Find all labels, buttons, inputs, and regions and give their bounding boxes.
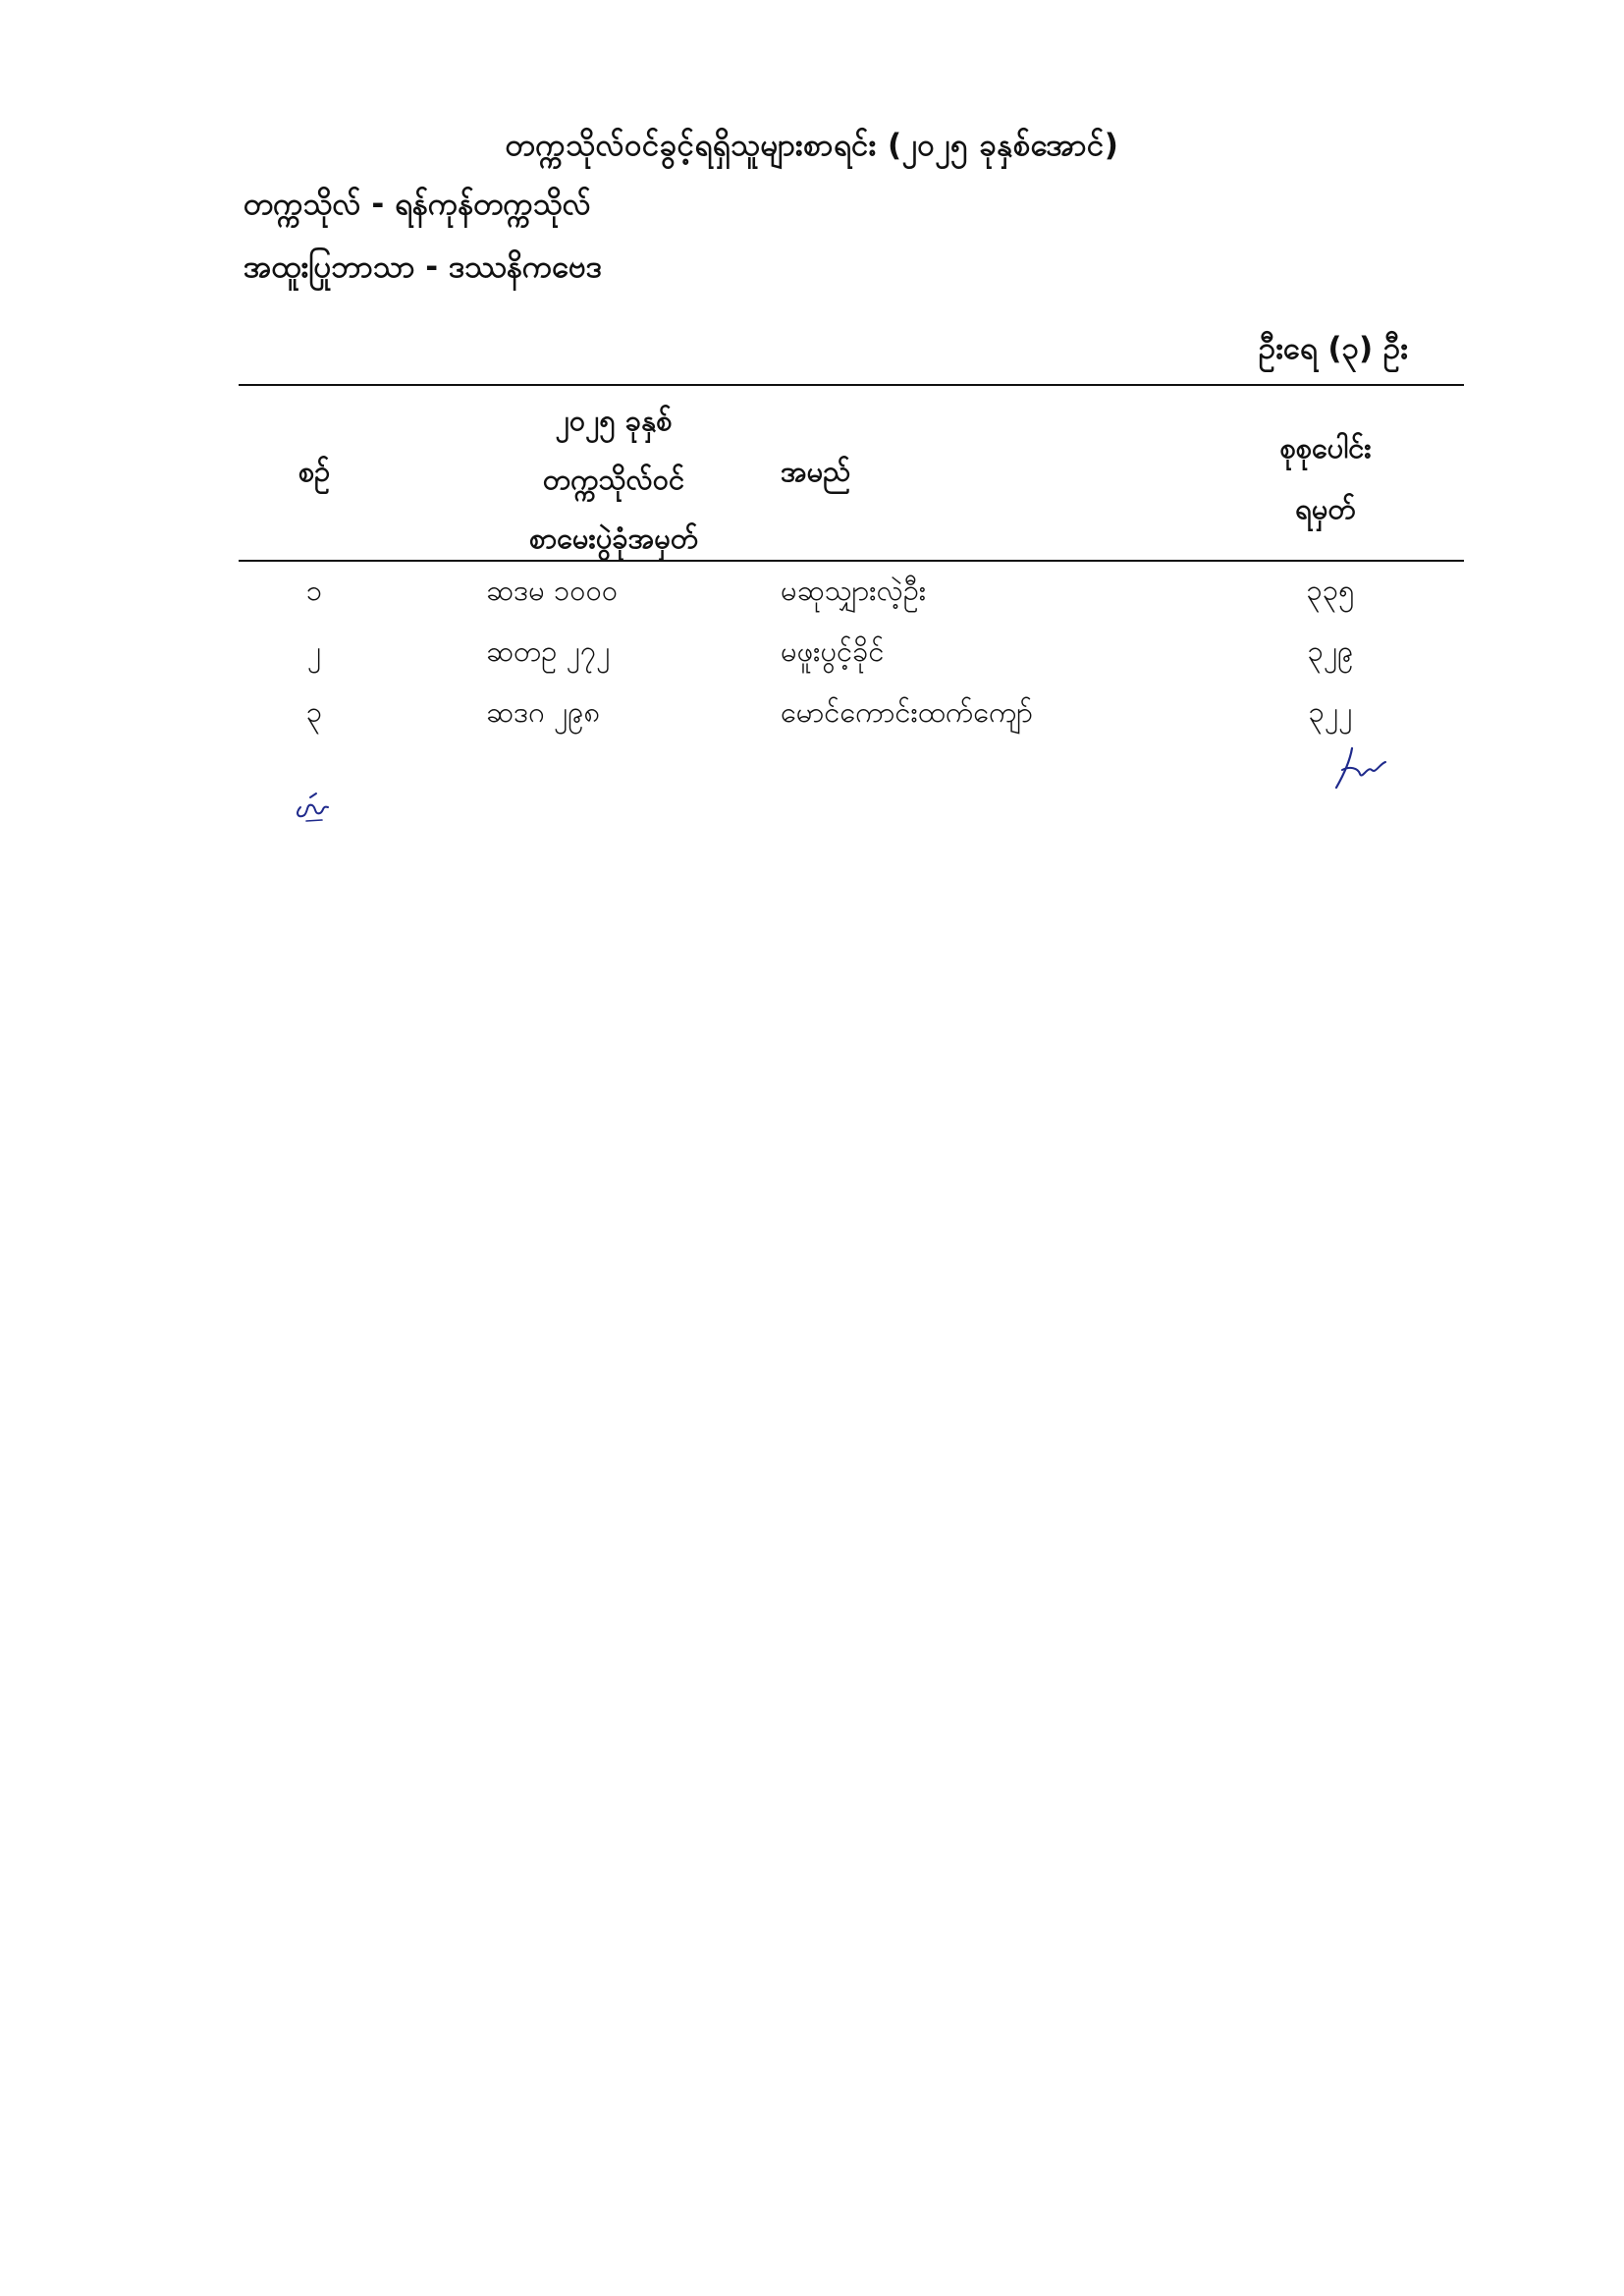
row-name: မဆုသျှားလဲ့ဦး (781, 574, 927, 607)
document-title: တက္ကသိုလ်ဝင်ခွင့်ရရှိသူများစာရင်း (၂၀၂၅ ခုနှစ်အောင်) (505, 128, 1119, 163)
row-exam-roll: ဆတဥ ၂၇၂ (486, 634, 611, 668)
header-name: အမည် (781, 455, 851, 488)
row-name: မောင်ကောင်းထက်ကျော် (781, 695, 1033, 729)
row-total-marks: ၃၃၅ (1306, 574, 1355, 607)
row-serial-no: ၂ (306, 634, 322, 668)
header-exam-roll-line2: တက္ကသိုလ်ဝင် (542, 463, 685, 496)
header-total-marks (1218, 417, 1434, 539)
university-line: တက္ကသိုလ် - ရန်ကုန်တက္ကသိုလ် (244, 187, 591, 222)
header-exam-roll-line1: ၂၀၂၅ ခုနှစ် (555, 404, 673, 437)
row-total-marks: ၃၂၂ (1308, 695, 1353, 729)
header-serial-no: စဉ် (298, 455, 331, 488)
row-exam-roll: ဆဒဂ ၂၉၈ (486, 695, 601, 729)
table-header-rule (239, 560, 1464, 562)
header-exam-roll (452, 391, 776, 568)
row-serial-no: ၃ (305, 695, 323, 729)
subject-line: အထူးပြုဘာသာ - ဒဿနိကဗေဒ (244, 249, 602, 285)
table-row (0, 573, 1624, 629)
row-name: မဖူးပွင့်ခိုင် (781, 634, 885, 668)
row-total-marks: ၃၂၉ (1307, 634, 1354, 668)
header-exam-roll-line3: စာမေးပွဲခုံအမှတ် (528, 521, 699, 555)
header-total-marks-line2: ရမှတ် (1295, 492, 1356, 525)
table-top-rule (239, 384, 1464, 386)
header-total-marks-line1: စုစုပေါင်း (1279, 431, 1372, 465)
row-exam-roll: ဆဒမ ၁၀၀၀ (486, 574, 619, 607)
initial-signature-right (1330, 744, 1389, 793)
initial-signature-left (293, 788, 338, 827)
table-row (0, 633, 1624, 690)
row-serial-no: ၁ (305, 574, 323, 607)
table-row (0, 694, 1624, 751)
student-count: ဦးရေ (၃) ဦး (1258, 331, 1408, 366)
